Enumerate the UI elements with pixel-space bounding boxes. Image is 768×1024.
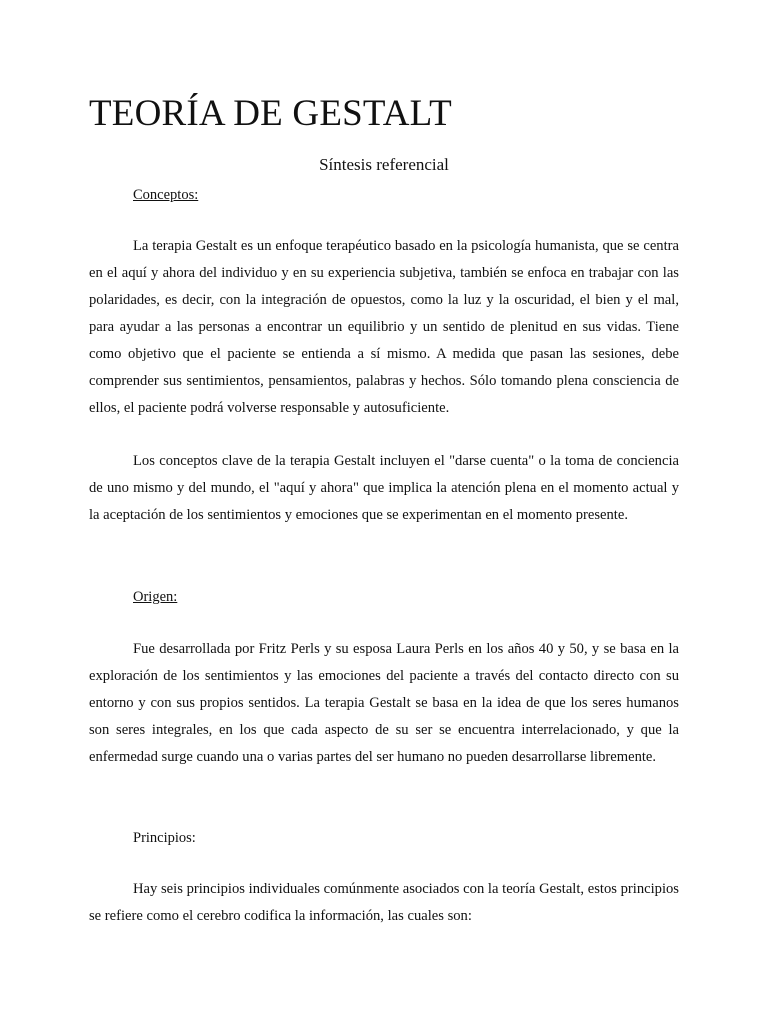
section-heading-origen-text: Origen: xyxy=(133,589,178,605)
section-heading-conceptos-text: Conceptos: xyxy=(133,187,199,203)
paragraph-origen-1: Fue desarrollada por Fritz Perls y su esposa Laura Perls en los años 40 y 50, y se basa en la exploración de los sentimientos y las emociones del paciente a través del contacto directo con su entorno y con sus propios sentidos. La terapia Gestalt se basa en la idea de que los seres humanos son seres integrales, en los que cada aspecto de su ser se encuentra interrelacionado, y que la enfermedad surge cuando una o varias partes del ser humano no pueden desarrollarse libremente. xyxy=(89,641,679,765)
section-heading-principios: Principios: xyxy=(133,830,196,846)
paragraph-conceptos-1: La terapia Gestalt es un enfoque terapéutico basado en la psicología humanista, que se centra en el aquí y ahora del individuo y en su experiencia subjetiva, también se enfoca en trabajar con las polaridades, es decir, con la integración de opuestos, como la luz y la oscuridad, el bien y el mal, para ayudar a las personas a encontrar un equilibrio y un sentido de plenitud en sus vidas. Tiene como objetivo que el paciente se entienda a sí mismo. A medida que pasan las sesiones, debe comprender sus sentimientos, pensamientos, palabras y hechos. Sólo tomando plena consciencia de ellos, el paciente podrá volverse responsable y autosuficiente. xyxy=(89,238,679,416)
paragraph-conceptos-2: Los conceptos clave de la terapia Gestalt incluyen el "darse cuenta" o la toma de conciencia de uno mismo y del mundo, el "aquí y ahora" que implica la atención plena en el momento actual y la aceptación de los sentimientos y emociones que se experimentan en el momento presente. xyxy=(89,453,679,523)
paragraph-principios-1: Hay seis principios individuales comúnmente asociados con la teoría Gestalt, estos principios se refiere como el cerebro codifica la información, las cuales son: xyxy=(89,881,679,924)
document-title: TEORÍA DE GESTALT xyxy=(89,93,452,134)
section-heading-origen xyxy=(133,587,177,607)
section-heading-conceptos xyxy=(133,185,198,205)
document-subtitle: Síntesis referencial xyxy=(319,155,449,174)
